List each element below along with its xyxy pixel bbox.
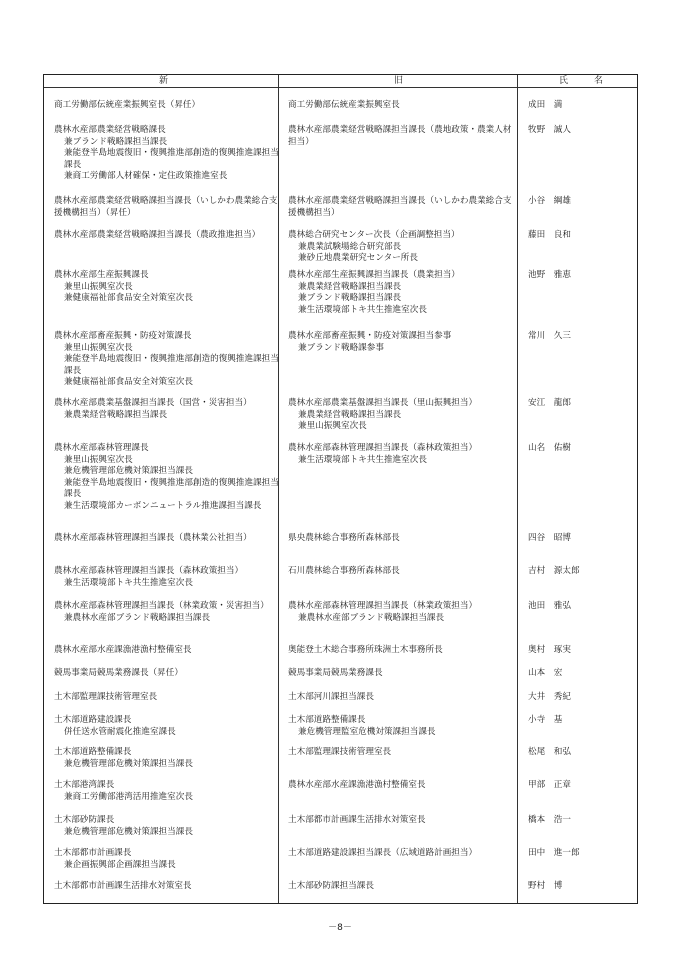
- old-position-line: 奥能登土木総合事務所珠洲土木事務所長: [288, 645, 443, 655]
- new-position-line: 競馬事業局競馬業務課長（昇任）: [54, 668, 183, 678]
- person-name: 小寺 基: [528, 715, 563, 725]
- old-position-cell: [288, 848, 518, 860]
- new-position-line: 兼農林水産部ブランド戦略課担当課長: [64, 612, 211, 623]
- old-position-cell: [288, 533, 518, 545]
- old-position-line: 土木部砂防課担当課長: [288, 881, 374, 891]
- old-position-cell: [288, 100, 518, 112]
- old-position-line: 兼ブランド戦略課参事: [298, 342, 384, 353]
- old-position-cell: [288, 331, 518, 354]
- old-position-line: 兼生活環境部トキ共生推進室次長: [298, 454, 427, 465]
- new-position-line: 兼農業経営戦略課担当課長: [64, 409, 168, 420]
- old-position-cell: [288, 398, 518, 433]
- old-position-cell: [288, 645, 518, 657]
- new-position-cell: [54, 881, 279, 893]
- new-position-line: 農林水産部水産課漁港漁村整備室長: [54, 645, 192, 655]
- person-name: 野村 博: [528, 881, 563, 891]
- old-position-line: 土木部監理課技術管理室長: [288, 747, 392, 757]
- new-position-cell: [54, 125, 279, 183]
- old-position-line: 農林水産部森林管理課担当課長（森林政策担当）: [288, 443, 478, 453]
- old-position-cell: [288, 780, 518, 792]
- old-position-line: 石川農林総合事務所森林部長: [288, 566, 400, 576]
- new-position-line: 土木部都市計画課長: [54, 848, 132, 858]
- new-position-cell: [54, 715, 279, 738]
- new-position-line: 兼ブランド戦略課担当課長: [64, 136, 168, 147]
- old-position-line: 兼生活環境部トキ共生推進室次長: [298, 304, 427, 315]
- old-position-line: 兼農業試験場総合研究部長: [298, 241, 402, 252]
- person-name: 小谷 綱雄: [528, 196, 571, 206]
- person-name: 奥村 琢実: [528, 645, 571, 655]
- new-position-cell: [54, 848, 279, 871]
- old-position-cell: [288, 668, 518, 680]
- header-name-2: 名: [594, 76, 604, 86]
- person-name: 常川 久三: [528, 331, 571, 341]
- new-position-cell: [54, 815, 279, 838]
- personnel-table: [43, 74, 638, 904]
- old-position-line: 兼里山振興室次長: [298, 421, 367, 431]
- old-position-cell: [288, 566, 518, 578]
- old-position-line: 土木部都市計画課生活排水対策室長: [288, 815, 426, 825]
- old-position-line: 土木部河川課担当課長: [288, 692, 374, 702]
- new-position-line: 兼危機管理部危機対策課担当課長: [64, 466, 193, 476]
- new-position-cell: [54, 270, 279, 305]
- old-position-line: 土木部道路建設課担当課長（広域道路計画担当）: [288, 848, 478, 858]
- person-name: 牧野 誠人: [528, 125, 571, 135]
- old-position-line: 農林水産部水産課漁港漁村整備室長: [288, 780, 426, 790]
- person-name: 吉村 源太郎: [528, 566, 580, 576]
- new-position-cell: [54, 100, 279, 112]
- new-position-cell: [54, 747, 279, 770]
- old-position-line: 兼農林水産部ブランド戦略課担当課長: [298, 612, 445, 623]
- new-position-line: 農林水産部農業経営戦略課長: [54, 125, 166, 135]
- new-position-line: 兼生活環境部カーボンニュートラル推進課担当課長: [64, 500, 262, 511]
- new-position-line: 農林水産部森林管理課担当課長（林業政策・災害担当）: [54, 601, 269, 611]
- old-position-cell: [288, 270, 518, 316]
- person-name: 山本 宏: [528, 668, 563, 678]
- new-position-cell: [54, 601, 279, 624]
- new-position-line: 兼健康福祉部食品安全対策室次長: [64, 377, 193, 387]
- person-name: 池野 雅恵: [528, 270, 571, 280]
- new-position-line: 兼能登半島地震復旧・復興推進部創造的復興推進課担当課長: [64, 148, 279, 170]
- old-position-cell: [288, 881, 518, 893]
- old-position-line: 土木部道路整備課長: [288, 715, 366, 725]
- old-position-line: 兼ブランド戦略課担当課長: [298, 293, 402, 303]
- new-position-line: 兼危機管理部危機対策課担当課長: [64, 826, 193, 837]
- new-position-line: 土木部道路建設課長: [54, 715, 132, 725]
- person-name: 大井 秀紀: [528, 692, 571, 702]
- new-position-line: 併任送水管耐震化推進室課長: [64, 726, 176, 737]
- old-position-line: 兼農業経営戦略課担当課長: [298, 409, 402, 420]
- new-position-cell: [54, 443, 279, 512]
- page-number: －8－: [328, 923, 352, 933]
- person-name: 池田 雅弘: [528, 601, 571, 611]
- new-position-cell: [54, 780, 279, 803]
- new-position-line: 農林水産部森林管理課担当課長（森林政策担当）: [54, 566, 244, 576]
- new-position-line: 兼能登半島地震復旧・復興推進部創造的復興推進課担当課長: [64, 354, 279, 376]
- old-position-line: 農林総合研究センター次長（企画調整担当）: [288, 230, 460, 240]
- new-position-line: 兼危機管理部危機対策課担当課長: [64, 758, 193, 769]
- old-position-cell: [288, 692, 518, 704]
- old-position-cell: [288, 125, 518, 148]
- new-position-line: 兼健康福祉部食品安全対策室次長: [64, 293, 193, 303]
- old-position-cell: [288, 601, 518, 624]
- person-name: 藤田 良和: [528, 230, 571, 240]
- new-position-cell: [54, 196, 279, 219]
- new-position-line: 兼企画振興部企画課担当課長: [64, 859, 176, 870]
- old-position-line: 農林水産部農業経営戦略課担当課長（農地政策・農業人材担当）: [288, 125, 512, 147]
- new-position-line: 農林水産部畜産振興・防疫対策課長: [54, 331, 192, 341]
- table-header: [44, 75, 637, 88]
- old-position-line: 農林水産部森林管理課担当課長（林業政策担当）: [288, 601, 478, 611]
- old-position-line: 兼農業経営戦略課担当課長: [298, 281, 402, 292]
- new-position-cell: [54, 645, 279, 657]
- new-position-line: 農林水産部森林管理課長: [54, 443, 149, 453]
- new-position-line: 兼商工労働部人材確保・定住政策推進室長: [64, 171, 228, 181]
- person-name: 山名 佑樹: [528, 443, 571, 453]
- new-position-line: 兼商工労働部港湾活用推進室次長: [64, 791, 193, 802]
- person-name: 松尾 和弘: [528, 747, 571, 757]
- new-position-line: 農林水産部森林管理課担当課長（農林業公社担当）: [54, 533, 252, 543]
- person-name: 甲部 正章: [528, 780, 571, 790]
- old-position-line: 県央農林総合事務所森林部長: [288, 533, 400, 543]
- new-position-cell: [54, 692, 279, 704]
- old-position-line: 農林水産部農業基盤課担当課長（里山振興担当）: [288, 398, 478, 408]
- new-position-line: 土木部道路整備課長: [54, 747, 132, 757]
- person-name: 安江 龍郎: [528, 398, 571, 408]
- new-position-line: 兼里山振興室次長: [64, 454, 133, 465]
- new-position-line: 兼生活環境部トキ共生推進室次長: [64, 577, 193, 588]
- new-position-cell: [54, 398, 279, 421]
- old-position-line: 兼砂丘地農業研究センター所長: [298, 253, 418, 263]
- old-position-line: 農林水産部生産振興課担当課長（農業担当）: [288, 270, 460, 280]
- old-position-cell: [288, 230, 518, 265]
- new-position-cell: [54, 668, 279, 680]
- old-position-cell: [288, 715, 518, 738]
- person-name: 橋本 浩一: [528, 815, 571, 825]
- new-position-cell: [54, 566, 279, 589]
- new-position-line: 商工労働部伝統産業振興室長（昇任）: [54, 100, 201, 110]
- header-new: 新: [159, 76, 169, 86]
- new-position-line: 農林水産部農業経営戦略課担当課長（農政推進担当）: [54, 230, 261, 240]
- old-position-cell: [288, 196, 518, 219]
- new-position-line: 土木部港湾課長: [54, 780, 115, 790]
- new-position-line: 兼里山振興室次長: [64, 342, 133, 353]
- person-name: 成田 満: [528, 100, 563, 110]
- new-position-line: 農林水産部農業基盤課担当課長（国営・災害担当）: [54, 398, 252, 408]
- new-position-line: 兼里山振興室次長: [64, 281, 133, 292]
- old-position-cell: [288, 747, 518, 759]
- new-position-line: 土木部監理課技術管理室長: [54, 692, 158, 702]
- new-position-line: 土木部砂防課長: [54, 815, 115, 825]
- new-position-line: 農林水産部生産振興課長: [54, 270, 149, 280]
- header-name-1: 氏: [559, 76, 569, 86]
- old-position-line: 農林水産部畜産振興・防疫対策課担当参事: [288, 331, 452, 341]
- new-position-cell: [54, 331, 279, 389]
- new-position-line: 農林水産部農業経営戦略課担当課長（いしかわ農業総合支援機構担当）（昇任）: [54, 196, 278, 218]
- old-position-line: 兼危機管理監室危機対策課担当課長: [298, 726, 436, 737]
- old-position-cell: [288, 443, 518, 466]
- person-name: 四谷 昭博: [528, 533, 571, 543]
- old-position-line: 競馬事業局競馬業務課長: [288, 668, 383, 678]
- old-position-line: 農林水産部農業経営戦略課担当課長（いしかわ農業総合支援機構担当）: [288, 196, 512, 218]
- old-position-line: 商工労働部伝統産業振興室長: [288, 100, 400, 110]
- old-position-cell: [288, 815, 518, 827]
- person-name: 田中 進一郎: [528, 848, 580, 858]
- new-position-line: 土木部都市計画課生活排水対策室長: [54, 881, 192, 891]
- new-position-cell: [54, 230, 279, 242]
- new-position-cell: [54, 533, 279, 545]
- new-position-line: 兼能登半島地震復旧・復興推進部創造的復興推進課担当課長: [64, 477, 279, 499]
- header-old: 旧: [394, 76, 404, 86]
